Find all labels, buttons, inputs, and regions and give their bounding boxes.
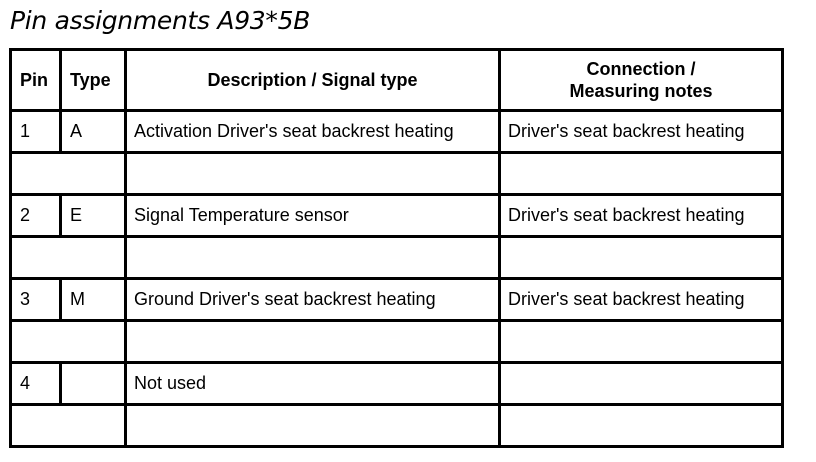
table-row xyxy=(11,195,783,237)
table-spacer-row xyxy=(11,405,783,447)
spacer-cell xyxy=(126,237,500,279)
spacer-cell xyxy=(500,153,783,195)
cell-type xyxy=(61,363,126,405)
table-header-row xyxy=(11,50,783,111)
cell-connection: Driver's seat backrest heating xyxy=(500,195,783,237)
cell-connection: Driver's seat backrest heating xyxy=(500,279,783,321)
header-description: Description / Signal type xyxy=(126,50,500,111)
cell-connection: Driver's seat backrest heating xyxy=(500,111,783,153)
table-spacer-row xyxy=(11,237,783,279)
spacer-cell xyxy=(126,321,500,363)
table-spacer-row xyxy=(11,153,783,195)
cell-pin: 1 xyxy=(11,111,61,153)
header-connection-line2: Measuring notes xyxy=(569,81,713,101)
cell-pin: 2 xyxy=(11,195,61,237)
cell-description: Signal Temperature sensor xyxy=(126,195,500,237)
cell-description: Not used xyxy=(126,363,500,405)
table-row xyxy=(11,363,783,405)
spacer-cell xyxy=(500,321,783,363)
spacer-cell xyxy=(11,321,126,363)
cell-description: Ground Driver's seat backrest heating xyxy=(126,279,500,321)
spacer-cell xyxy=(126,405,500,447)
header-pin: Pin xyxy=(11,50,61,111)
spacer-cell xyxy=(11,237,126,279)
header-connection xyxy=(500,50,783,111)
spacer-cell xyxy=(500,405,783,447)
spacer-cell xyxy=(11,153,126,195)
cell-description: Activation Driver's seat backrest heating xyxy=(126,111,500,153)
cell-type: E xyxy=(61,195,126,237)
header-connection-line1: Connection / xyxy=(586,59,696,79)
page-title: Pin assignments A93*5B xyxy=(10,6,311,35)
header-type: Type xyxy=(61,50,126,111)
cell-type: M xyxy=(61,279,126,321)
pin-assignment-table xyxy=(9,48,784,448)
spacer-cell xyxy=(126,153,500,195)
table-row xyxy=(11,111,783,153)
cell-pin: 4 xyxy=(11,363,61,405)
spacer-cell xyxy=(11,405,126,447)
spacer-cell xyxy=(500,237,783,279)
cell-pin: 3 xyxy=(11,279,61,321)
cell-connection xyxy=(500,363,783,405)
table-spacer-row xyxy=(11,321,783,363)
cell-type: A xyxy=(61,111,126,153)
table-row xyxy=(11,279,783,321)
